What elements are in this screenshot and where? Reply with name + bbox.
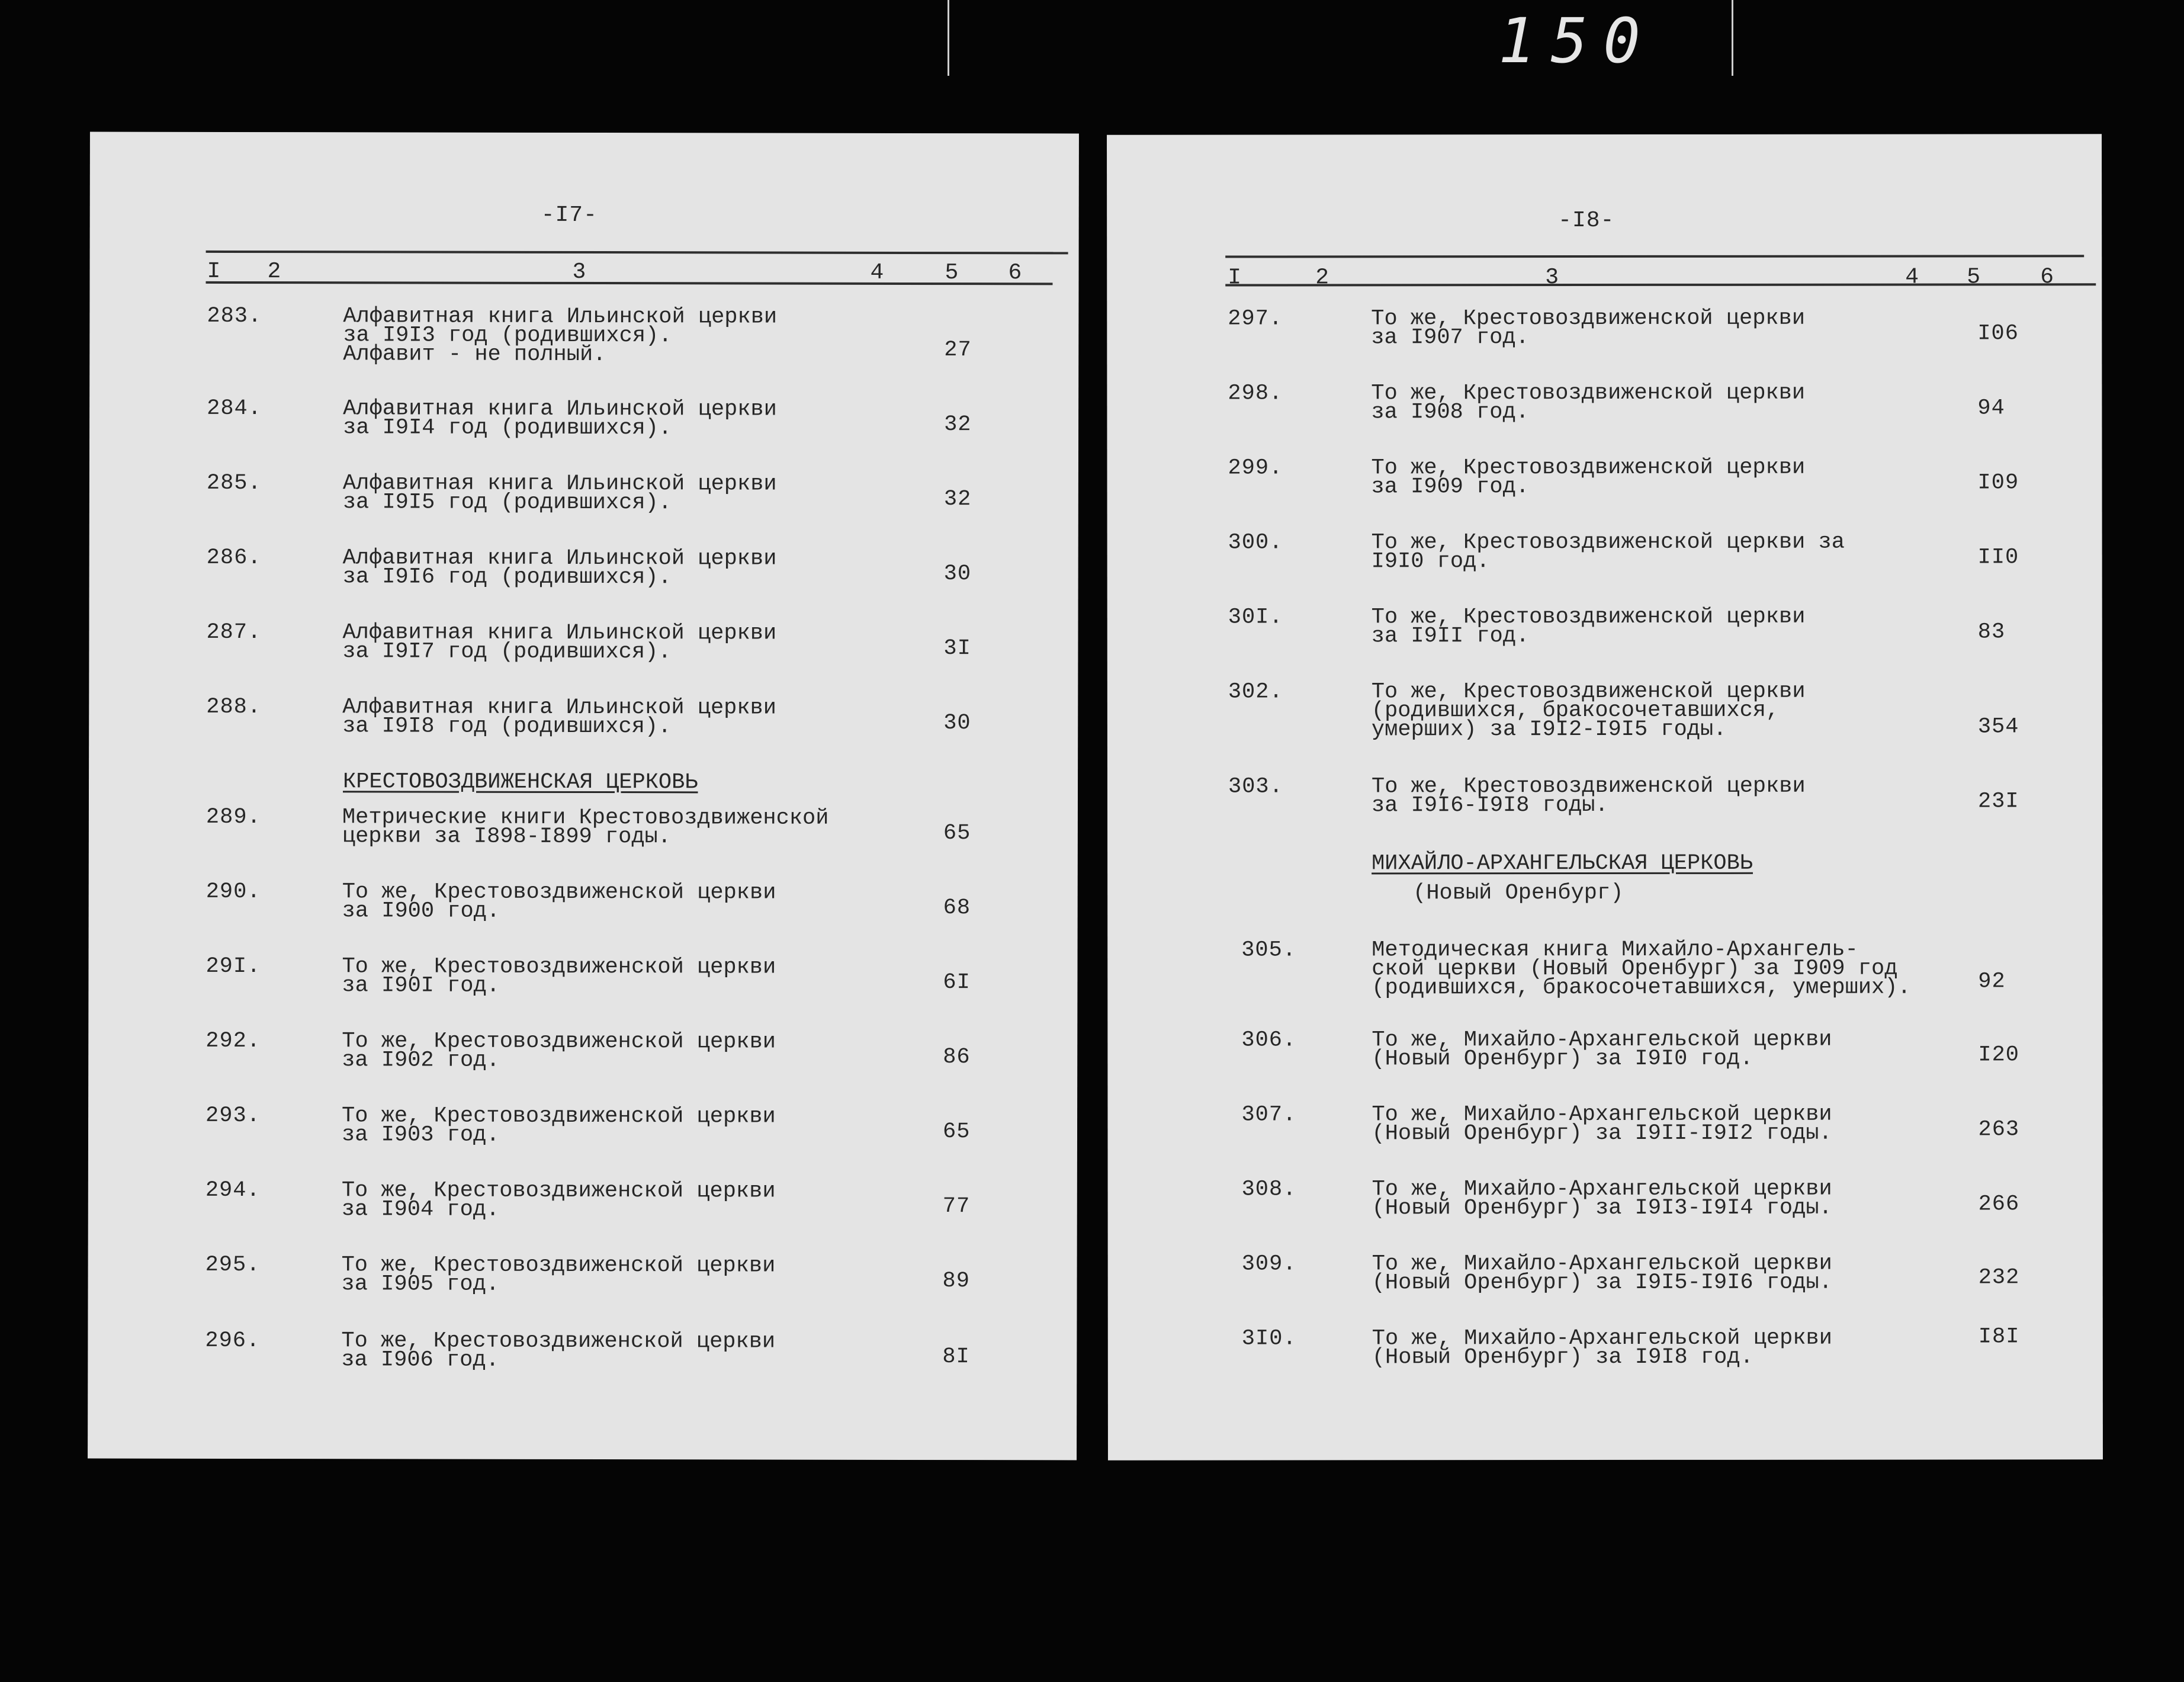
- column-header-4: 4: [1905, 264, 1919, 290]
- column-header-4: 4: [870, 259, 884, 285]
- entry-number: 295.: [205, 1252, 261, 1278]
- entry-description-line: То же, Крестовоздвиженской церкви: [342, 1029, 776, 1055]
- entry-description-line: за I9I8 год (родившихся).: [342, 714, 672, 740]
- entry-number: 294.: [205, 1177, 261, 1203]
- entry-description-line: То же, Михайло-Архангельской церкви: [1372, 1251, 1832, 1277]
- entry-sheets: II0: [1977, 545, 2019, 570]
- entry-sheets: 6I: [943, 970, 971, 996]
- column-header-2: 2: [267, 259, 281, 285]
- entry-sheets: 65: [943, 821, 971, 846]
- entry-number: 306.: [1241, 1028, 1297, 1053]
- entry-number: 30I.: [1228, 605, 1283, 630]
- header-rule-top: [206, 251, 1068, 255]
- header-rule-bottom: [206, 281, 1053, 285]
- entry-sheets: 83: [1977, 619, 2006, 645]
- entry-description-line: (Новый Оренбург) за I9I8 год.: [1372, 1344, 1753, 1370]
- section-title: КРЕСТОВОЗДВИЖЕНСКАЯ ЦЕРКОВЬ: [343, 769, 698, 795]
- entry-description-line: Алфавитная книга Ильинской церкви: [342, 471, 777, 497]
- entry-description-line: Алфавитная книга Ильинской церкви: [343, 396, 777, 422]
- entry-description-line: То же, Крестовоздвиженской церкви: [342, 1103, 776, 1129]
- entry-sheets: 32: [943, 487, 972, 512]
- entry-description-line: за I9I6 год (родившихся).: [342, 564, 672, 590]
- entry-sheets: 65: [942, 1119, 971, 1145]
- entry-number: 289.: [205, 804, 261, 830]
- entry-sheets: 3I: [943, 636, 971, 662]
- entry-sheets: 32: [944, 412, 972, 438]
- entry-sheets: I20: [1978, 1042, 2020, 1068]
- entry-description-line: (Новый Оренбург) за I9I3-I9I4 годы.: [1372, 1195, 1832, 1221]
- entry-number: 290.: [205, 879, 261, 905]
- entry-description-line: за I9I5 год (родившихся).: [342, 490, 672, 516]
- entry-description-line: ской церкви (Новый Оренбург) за I909 год: [1372, 956, 1898, 982]
- entry-number: 302.: [1228, 679, 1283, 705]
- entry-description-line: То же, Крестовоздвиженской церкви: [1371, 306, 1806, 332]
- entry-sheets: I09: [1977, 470, 2019, 496]
- header-rule-top: [1225, 255, 2084, 258]
- entry-number: 296.: [205, 1328, 261, 1354]
- column-header-3: 3: [572, 259, 586, 285]
- entry-description-line: за I908 год.: [1371, 400, 1529, 425]
- entry-description-line: Алфавит - не полный.: [343, 342, 606, 368]
- entry-number: 287.: [206, 619, 262, 646]
- entry-description-line: То же, Крестовоздвиженской церкви за: [1371, 529, 1845, 556]
- entry-sheets: 27: [944, 338, 972, 363]
- entry-sheets: 232: [1978, 1265, 2020, 1291]
- entry-description-line: То же, Крестовоздвиженской церкви: [1371, 604, 1806, 630]
- entry-description-line: То же, Михайло-Архангельской церкви: [1372, 1027, 1832, 1053]
- entry-sheets: 89: [942, 1269, 971, 1294]
- entry-description-line: То же, Крестовоздвиженской церкви: [341, 1178, 776, 1204]
- entry-number: 309.: [1241, 1251, 1297, 1277]
- film-frame-line-left: [948, 0, 949, 76]
- entry-number: 299.: [1228, 455, 1283, 481]
- entry-number: 297.: [1228, 306, 1283, 332]
- entry-description-line: (Новый Оренбург) за I9I0 год.: [1372, 1046, 1753, 1072]
- entry-description-line: То же, Крестовоздвиженской церкви: [1371, 380, 1806, 406]
- entry-number: 292.: [205, 1028, 261, 1054]
- entry-number: 29I.: [205, 954, 261, 980]
- page-number: -I8-: [1558, 207, 1615, 234]
- entry-description-line: То же, Крестовоздвиженской церкви: [342, 879, 776, 906]
- entry-sheets: 77: [942, 1194, 971, 1219]
- entry-number: 300.: [1228, 530, 1283, 556]
- entry-description-line: за I903 год.: [341, 1122, 500, 1148]
- entry-description-line: за I902 год.: [342, 1048, 500, 1073]
- section-title: МИХАЙЛО-АРХАНГЕЛЬСКАЯ ЦЕРКОВЬ: [1372, 850, 1753, 877]
- entry-description-line: То же, Крестовоздвиженской церкви: [342, 954, 776, 980]
- column-header-3: 3: [1545, 265, 1559, 291]
- entry-description-line: То же, Крестовоздвиженской церкви: [1371, 455, 1806, 481]
- entry-number: 285.: [206, 470, 262, 496]
- entry-description-line: Алфавитная книга Ильинской церкви: [342, 545, 777, 572]
- entry-sheets: 94: [1977, 396, 2005, 421]
- entry-description-line: за I909 год.: [1371, 474, 1530, 500]
- entry-sheets: I06: [1977, 321, 2019, 346]
- entry-description-line: (родившихся, бракосочетавшихся, умерших).: [1372, 975, 1911, 1001]
- entry-description-line: за I907 год.: [1371, 325, 1529, 351]
- left-page: [88, 132, 1079, 1460]
- entry-description-line: церкви за I898-I899 годы.: [342, 824, 672, 850]
- frame-number: 150: [1498, 5, 1656, 77]
- entry-description-line: То же, Крестовоздвиженской церкви: [341, 1328, 776, 1354]
- entry-sheets: 30: [943, 561, 972, 587]
- page-number: -I7-: [541, 202, 598, 229]
- entry-description-line: То же, Крестовоздвиженской церкви: [1371, 773, 1806, 800]
- entry-number: 283.: [207, 303, 262, 329]
- entry-description-line: за I9I7 год (родившихся).: [342, 639, 672, 665]
- entry-number: 308.: [1241, 1177, 1297, 1202]
- entry-description-line: (Новый Оренбург) за I9II-I9I2 годы.: [1372, 1121, 1832, 1147]
- entry-description-line: Алфавитная книга Ильинской церкви: [342, 695, 777, 721]
- entry-sheets: 266: [1978, 1192, 2020, 1217]
- entry-sheets: 68: [943, 895, 971, 921]
- entry-description-line: за I904 год.: [341, 1197, 500, 1222]
- column-header-6: 6: [1008, 260, 1022, 286]
- section-subtitle: (Новый Оренбург): [1413, 880, 1624, 906]
- column-header-1: I: [207, 258, 221, 284]
- entry-description-line: за I906 год.: [341, 1347, 499, 1373]
- column-header-2: 2: [1315, 265, 1329, 291]
- entry-description-line: То же, Крестовоздвиженской церкви: [1371, 679, 1806, 705]
- header-rule-bottom: [1225, 283, 2096, 286]
- entry-description-line: умерших) за I9I2-I9I5 годы.: [1371, 717, 1727, 743]
- entry-number: 286.: [206, 545, 262, 571]
- entry-description-line: То же, Михайло-Архангельской церкви: [1372, 1325, 1832, 1352]
- entry-description-line: Методическая книга Михайло-Архангель-: [1372, 937, 1858, 963]
- entry-sheets: I8I: [1978, 1324, 2020, 1350]
- entry-number: 305.: [1241, 938, 1297, 963]
- right-page: [1107, 134, 2103, 1460]
- entry-description-line: Алфавитная книга Ильинской церкви: [342, 620, 777, 646]
- entry-description-line: за I905 год.: [341, 1272, 500, 1297]
- entry-description-line: То же, Михайло-Архангельской церкви: [1372, 1176, 1832, 1202]
- entry-sheets: 354: [1977, 714, 2019, 740]
- column-header-5: 5: [945, 260, 959, 286]
- entry-description-line: (родившихся, бракосочетавшихся,: [1371, 698, 1780, 724]
- entry-number: 298.: [1228, 381, 1283, 406]
- entry-sheets: 92: [1978, 969, 2006, 994]
- column-header-6: 6: [2040, 264, 2054, 290]
- entry-description-line: Метрические книги Крестовоздвиженской: [342, 805, 829, 831]
- entry-description-line: Алфавитная книга Ильинской церкви: [343, 304, 778, 330]
- entry-description-line: за I90I год.: [342, 973, 500, 999]
- entry-sheets: 8I: [942, 1344, 970, 1370]
- entry-description-line: (Новый Оренбург) за I9I5-I9I6 годы.: [1372, 1270, 1832, 1296]
- entry-description-line: То же, Михайло-Архангельской церкви: [1372, 1102, 1832, 1128]
- entry-description-line: за I9I3 год (родившихся).: [343, 323, 672, 349]
- entry-sheets: 263: [1978, 1117, 2020, 1142]
- film-frame-line-right: [1732, 0, 1733, 76]
- entry-description-line: за I9I6-I9I8 годы.: [1371, 792, 1608, 818]
- entry-number: 293.: [205, 1103, 261, 1129]
- entry-sheets: 30: [943, 711, 971, 736]
- entry-number: 303.: [1228, 774, 1283, 800]
- entry-description-line: То же, Крестовоздвиженской церкви: [341, 1253, 776, 1279]
- column-header-1: I: [1228, 265, 1242, 291]
- entry-description-line: I9I0 год.: [1371, 549, 1490, 574]
- entry-number: 284.: [207, 396, 262, 422]
- entry-description-line: за I9II год.: [1371, 624, 1530, 649]
- entry-description-line: за I9I4 год (родившихся).: [343, 415, 672, 441]
- entry-number: 3I0.: [1241, 1326, 1297, 1352]
- entry-sheets: 23I: [1977, 789, 2019, 814]
- entry-number: 288.: [206, 694, 262, 720]
- entry-description-line: за I900 год.: [342, 898, 500, 924]
- entry-number: 307.: [1241, 1102, 1297, 1128]
- column-header-5: 5: [1967, 264, 1981, 290]
- entry-sheets: 86: [943, 1045, 971, 1070]
